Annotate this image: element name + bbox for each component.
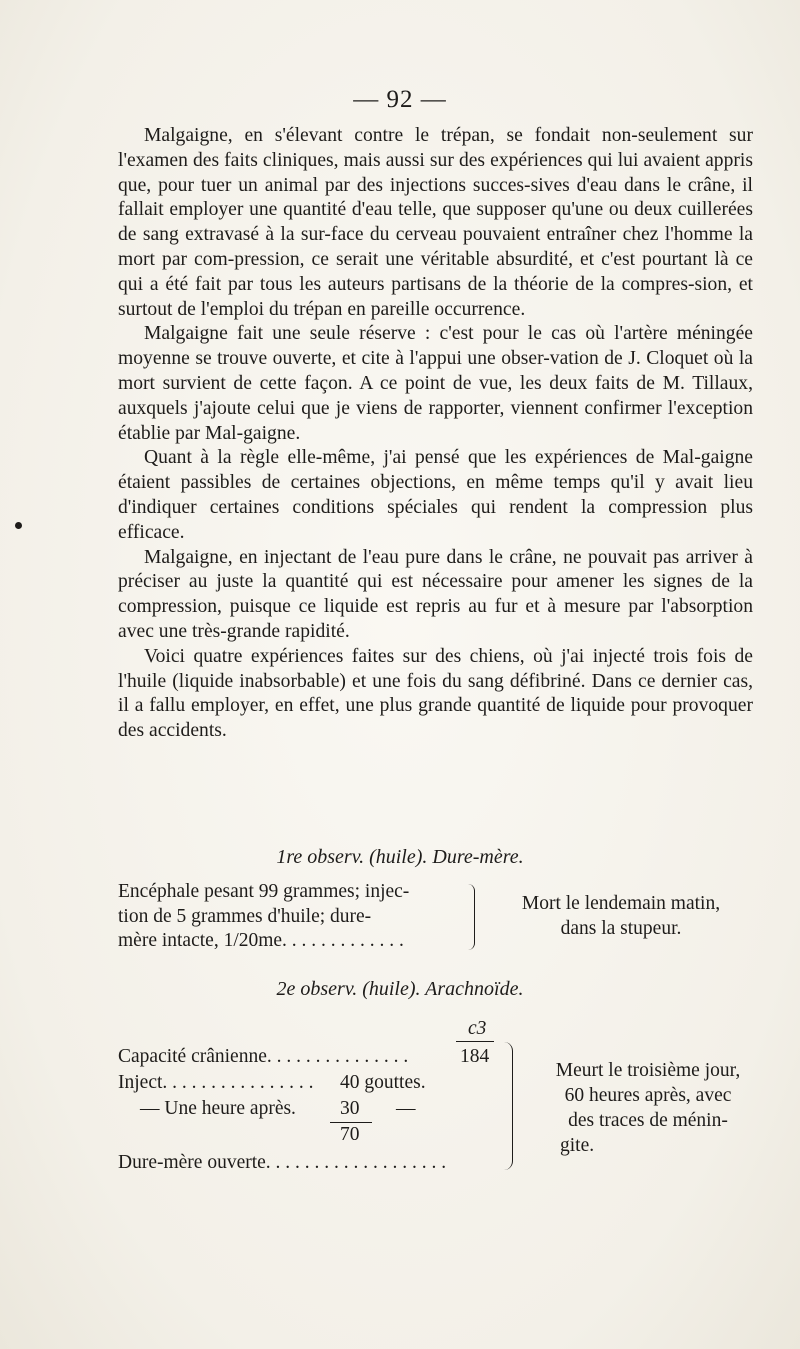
unit-label: c3 (468, 1018, 487, 1039)
obs1-result-line: dans la stupeur. (560, 917, 682, 939)
obs2-result-line: gite. (560, 1135, 595, 1156)
obs2-brace (504, 1042, 513, 1170)
table-value: 70 (340, 1124, 360, 1145)
table-row: Dure-mère ouverte. . . . . . . . . . . . . . . . . . . (118, 1152, 447, 1173)
paragraph: Malgaigne, en injectant de l'eau pure dans le crâne, ne pouvait pas arriver à préciser au juste la quantité qui est nécessaire pour amener les signes de la compression, puisque ce liquide est repris au fur et à mesure par l'absorption avec une très-grande rapidité. (118, 546, 753, 642)
table-value: 184 (460, 1046, 490, 1067)
obs1-caption: 1re observ. (huile). Dure-mère. (276, 846, 524, 868)
obs1-line: mère intacte, 1/20me. . . . . . . . . . . . . (118, 930, 404, 951)
obs1-line: Encéphale pesant 99 grammes; injec- (118, 881, 410, 902)
unit-rule (456, 1041, 494, 1042)
obs2-result (538, 1058, 758, 1158)
paragraph: Malgaigne, en s'élevant contre le trépan, se fondait non-seulement sur l'examen des faits cliniques, mais aussi sur des expériences qui lui avaient appris que, pour tuer un animal par des injections succes-sives d'eau dans le crâne, il fallait employer une quantité d'eau telle, que supposer qu'une ou deux cuillerées de sang extravasé à la sur-face du cerveau pouvaient entraîner chez l'homme la mort par com-pression, ce serait une véritable absurdité, et c'est pourtant là ce qui a été fait par tous les auteurs partisans de la théorie de la compres-sion, et surtout de l'emploi du trépan en pareille occurrence. (118, 125, 753, 320)
table-dash: — (396, 1098, 416, 1119)
table-row: — Une heure après. (140, 1098, 296, 1119)
paragraph: Quant à la règle elle-même, j'ai pensé que les expériences de Mal-gaigne étaient passibles de certaines objections, en même temps qu'il y avait lieu d'indiquer certaines conditions spéciales qui rendent la compression plus efficace. (118, 447, 753, 543)
page-number: — 92 — (353, 86, 447, 113)
margin-dot (15, 522, 22, 529)
table-row: Inject. . . . . . . . . . . . . . . . (118, 1072, 314, 1093)
obs2-result-line: des traces de ménin- (568, 1110, 728, 1131)
obs1-result (486, 892, 756, 941)
paragraph: Malgaigne fait une seule réserve : c'est pour le cas où l'artère méningée moyenne se trouve ouverte, et cite à l'appui une obser-vation de J. Cloquet où la mort survient de cette façon. A ce point de vue, les deux faits de M. Tillaux, auxquels j'ajoute celui que je viens de rapporter, viennent confirmer l'exception établie par Mal-gaigne. (118, 323, 753, 444)
table-row: Capacité crânienne. . . . . . . . . . . . . . . (118, 1046, 409, 1067)
body-text (118, 124, 753, 744)
paragraph: Voici quatre expériences faites sur des chiens, où j'ai injecté trois fois de l'huile (liquide inabsorbable) et une fois du sang défibriné. Dans ce dernier cas, il a fallu employer, en effet, une plus grande quantité de liquide pour provoquer des accidents. (118, 645, 753, 742)
obs2-result-line: Meurt le troisième jour, (555, 1060, 741, 1081)
obs1-result-line: Mort le lendemain matin, (521, 893, 721, 914)
obs1-description (118, 880, 463, 954)
obs1-line: tion de 5 grammes d'huile; dure- (118, 905, 372, 927)
obs1-brace (468, 884, 475, 950)
table-value: 40 gouttes. (340, 1072, 426, 1093)
table-value: 30 (340, 1098, 360, 1119)
obs2-caption: 2e observ. (huile). Arachnoïde. (276, 978, 524, 1000)
obs2-result-line: 60 heures après, avec (564, 1085, 732, 1106)
